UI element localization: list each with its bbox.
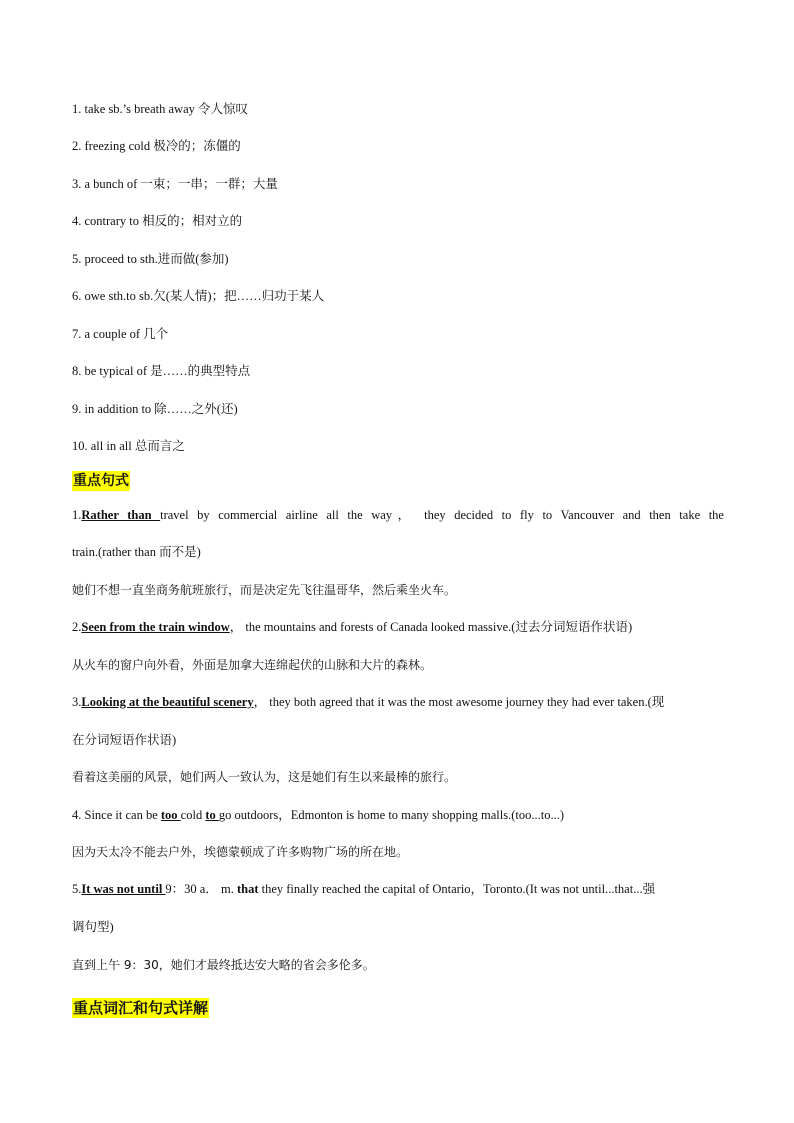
sentence-2-keyword: Seen from the train window: [81, 620, 230, 634]
sentence-1-line-1: 1.Rather than travel by commercial airline all the way， they decided to fly to Vancouver and then take the: [72, 508, 724, 522]
sentence-5-translation: 直到上午 9：30，她们才最终抵达安大略的省会多伦多。: [72, 958, 375, 972]
sentence-3-translation: 看着这美丽的风景，她们两人一致认为，这是她们有生以来最棒的旅行。: [72, 770, 457, 784]
sentence-2: 2.Seen from the train window， the mountains and forests of Canada looked massive.(过去分词短语作状语): [72, 620, 633, 634]
phrase-item-3: 3. a bunch of 一束；一串；一群；大量: [72, 177, 278, 191]
phrase-item-4: 4. contrary to 相反的；相对立的: [72, 214, 243, 228]
sentence-1-translation: 她们不想一直坐商务航班旅行，而是决定先飞往温哥华，然后乘坐火车。: [72, 583, 457, 597]
sentence-4: 4. Since it can be too cold to go outdoors，Edmonton is home to many shopping malls.(too...to...): [72, 808, 564, 822]
phrase-item-6: 6. owe sth.to sb.欠(某人情)；把……归功于某人: [72, 289, 325, 303]
phrase-item-2: 2. freezing cold 极冷的；冻僵的: [72, 139, 241, 153]
sentence-4-keyword-to: to: [205, 808, 219, 822]
section-heading-vocab-explanation: 重点词汇和句式详解: [73, 999, 209, 1017]
section-heading-key-sentences: 重点句式: [73, 473, 129, 489]
sentence-4-keyword-too: too: [160, 808, 181, 822]
phrase-item-8: 8. be typical of 是……的典型特点: [72, 364, 251, 378]
phrase-item-9: 9. in addition to 除……之外(还): [72, 402, 238, 416]
sentence-4-translation: 因为天太冷不能去户外，埃德蒙顿成了许多购物广场的所在地。: [72, 845, 409, 859]
sentence-1-keyword: Rather than: [81, 508, 161, 522]
sentence-5-line-2: 调句型): [72, 920, 114, 934]
sentence-3-keyword: Looking at the beautiful scenery: [81, 695, 254, 709]
sentence-5-keyword-that: that: [236, 882, 259, 896]
sentence-5-keyword: It was not until: [81, 882, 166, 896]
sentence-2-translation: 从火车的窗户向外看，外面是加拿大连绵起伏的山脉和大片的森林。: [72, 658, 433, 672]
sentence-5-line-1: 5.It was not until 9：30 a． m. that they finally reached the capital of Ontario，Toronto.(It was not until...that...强: [72, 882, 656, 896]
phrase-item-10: 10. all in all 总而言之: [72, 439, 185, 453]
sentence-1-line-2: train.(rather than 而不是): [72, 545, 201, 559]
phrase-item-5: 5. proceed to sth.进而做(参加): [72, 252, 229, 266]
sentence-3-line-1: 3.Looking at the beautiful scenery， they both agreed that it was the most awesome journey they had ever taken.(现: [72, 695, 665, 709]
phrase-item-7: 7. a couple of 几个: [72, 327, 169, 341]
sentence-3-line-2: 在分词短语作状语): [72, 733, 177, 747]
phrase-item-1: 1. take sb.’s breath away 令人惊叹: [72, 102, 249, 116]
